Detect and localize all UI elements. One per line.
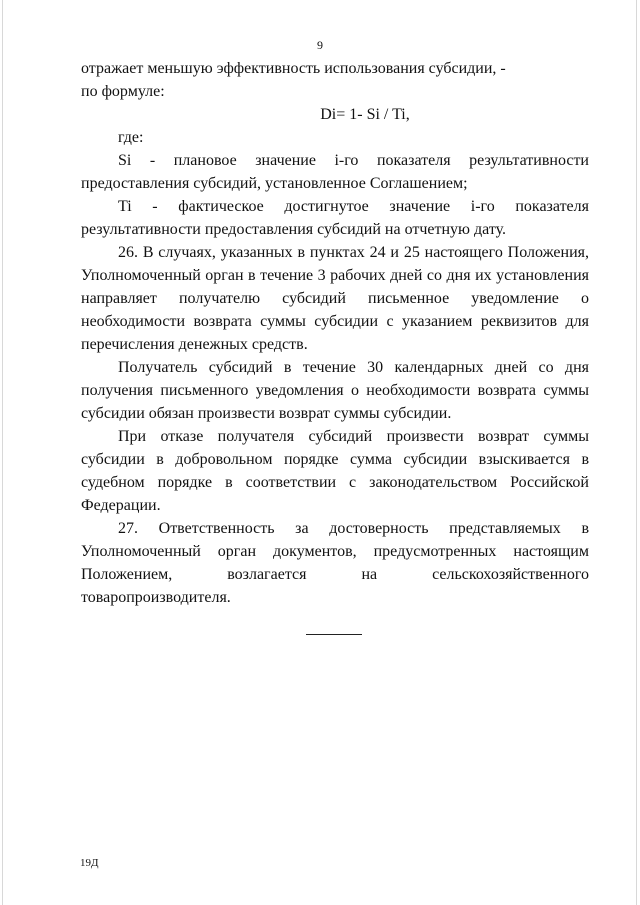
paragraph-si-definition: Si - плановое значение i-го показателя результативности предоставления субсидий, установленное Соглашением; [81,152,589,192]
scan-edge-left [2,0,3,905]
line-efficiency: отражает меньшую эффективность использования субсидии, - [81,60,506,77]
paragraph-ti-definition: Ti - фактическое достигнутое значение i-го показателя результативности предоставления субсидий на отчетную дату. [81,198,589,238]
footer-code: 19Д [80,857,99,869]
body-text [81,57,589,609]
scan-edge-right [636,0,637,905]
page-number: 9 [317,38,323,52]
paragraph-recipient: Получатель субсидий в течение 30 календарных дней со дня получения письменного уведомления о необходимости возврата суммы субсидии обязан произвести возврат суммы субсидии. [81,359,589,422]
end-divider [306,634,362,635]
paragraph-26: 26. В случаях, указанных в пунктах 24 и 25 настоящего Положения, Уполномоченный орган в течение 3 рабочих дней со дня их установления направляет получателю субсидий письменное уведомление о необходимости возврата суммы субсидии с указанием реквизитов для перечисления денежных средств. [81,244,589,353]
paragraph-27: 27. Ответственность за достоверность представляемых в Уполномоченный орган документов, предусмотренных настоящим Положением, возлагается на сельскохозяйственного товаропроизводителя. [81,520,589,606]
paragraph-continuation [81,57,589,80]
paragraph-where: где: [118,129,144,146]
formula: Di= 1- Si / Ti, [320,106,410,123]
paragraph-refusal: При отказе получателя субсидий произвести возврат суммы субсидии в добровольном порядке сумма субсидии взыскивается в судебном порядке в соответствии с законодательством Российской Федерации. [81,428,589,514]
paragraph-by-formula: по формуле: [81,83,165,100]
